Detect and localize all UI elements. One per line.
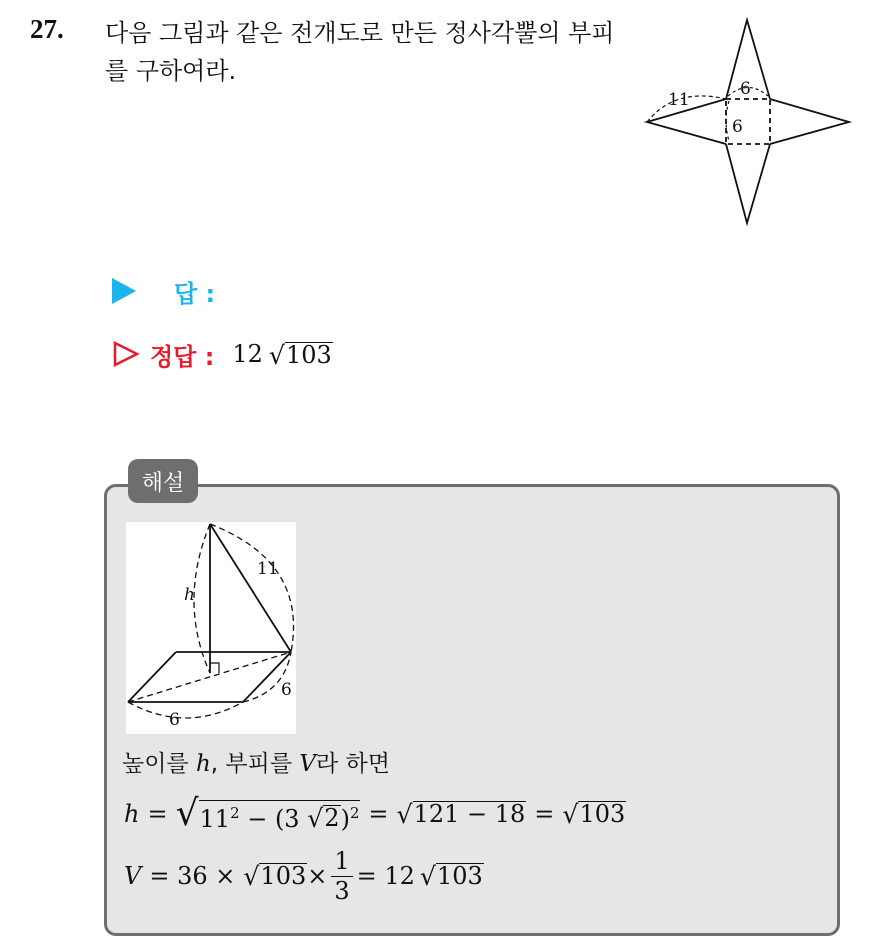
intro-h: h — [195, 751, 211, 777]
bottom-arc — [128, 702, 243, 718]
eq1-inner-sqrt: √ 2 — [307, 803, 340, 833]
volume-equation — [124, 846, 484, 906]
solution-tag: 해설 — [128, 459, 198, 503]
fig-label-11: 11 — [257, 559, 279, 579]
eq2-sqrt: √ 103 — [243, 861, 307, 891]
eq1-paren-close: ) — [340, 804, 350, 833]
solution-pyramid-figure — [126, 522, 296, 734]
eq1-radicand-3: 103 — [579, 799, 626, 828]
outline-triangle-icon — [112, 341, 140, 367]
eq2-fraction — [331, 847, 352, 906]
eq2-radicand-2: 103 — [436, 861, 483, 890]
net-face-bottom — [726, 144, 770, 223]
eq1-inner-radicand: 2 — [324, 803, 340, 832]
net-face-right — [770, 99, 849, 144]
eq1-equals-2: = — [368, 800, 389, 828]
eq2-times: × — [307, 862, 328, 890]
eq1-exp-b: 2 — [349, 803, 360, 822]
solution-intro-line — [122, 745, 390, 778]
eq1-lhs: h — [124, 800, 140, 828]
correct-answer-label: 정답 : — [150, 342, 215, 371]
eq1-paren-open: (3 — [274, 804, 300, 833]
correct-answer-row — [112, 335, 333, 373]
eq2-equals-2: = 12 — [356, 862, 415, 890]
net-label-top-6: 6 — [740, 79, 751, 99]
net-label-side-6: 6 — [732, 117, 743, 137]
correct-coef: 12 — [232, 340, 263, 368]
eq1-sqrt-2: √ 121 − 18 — [396, 799, 526, 829]
answer-row — [112, 274, 215, 308]
pyramid-net-figure — [635, 15, 860, 235]
height-arc — [194, 524, 210, 673]
eq1-a: 11 — [199, 804, 231, 833]
filled-triangle-icon — [112, 278, 136, 304]
eq1-minus: − — [247, 804, 268, 833]
slant-edge — [210, 524, 291, 652]
height-equation — [124, 790, 626, 838]
correct-sqrt: √ 103 — [268, 340, 332, 370]
eq1-equals: = — [147, 800, 168, 828]
eq1-radicand-2: 121 − 18 — [413, 799, 526, 828]
fig-label-6-bottom: 6 — [169, 710, 180, 730]
eq2-lhs: V — [124, 862, 142, 890]
eq2-numerator: 1 — [331, 847, 352, 877]
intro-prefix: 높이를 — [122, 751, 189, 777]
intro-v: V — [299, 751, 317, 777]
right-angle-mark — [210, 663, 219, 673]
eq1-big-sqrt: √ $11^2 - (3$ √ 2 )$^2$ — [175, 793, 360, 834]
intro-mid: , 부피를 — [210, 751, 293, 777]
eq2-radicand: 103 — [260, 861, 307, 890]
correct-answer-value — [232, 340, 332, 368]
fig-label-h: h — [184, 585, 195, 605]
fig-label-6-right: 6 — [281, 680, 292, 700]
eq1-sqrt-3: √ 103 — [562, 799, 626, 829]
eq1-exp-a: 2 — [230, 803, 240, 822]
answer-label: 답 : — [174, 279, 216, 308]
correct-radicand: 103 — [285, 340, 332, 369]
eq2-denominator: 3 — [334, 876, 350, 905]
net-label-11: 11 — [668, 90, 690, 110]
eq2-sqrt-2: √ 103 — [419, 861, 483, 891]
eq2-equals: = 36 × — [149, 862, 236, 890]
intro-suffix: 라 하면 — [316, 751, 390, 777]
net-side-arc — [726, 101, 729, 141]
question-text: 다음 그림과 같은 전개도로 만든 정사각뿔의 부피를 구하여라. — [105, 19, 615, 85]
eq1-equals-3: = — [534, 800, 555, 828]
question-number: 27. — [30, 14, 64, 44]
